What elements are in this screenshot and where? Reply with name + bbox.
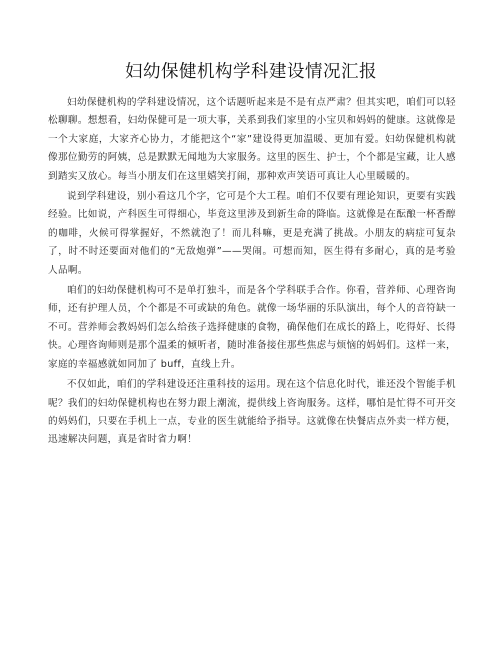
paragraph-2: 说到学科建设，别小看这几个字，它可是个大工程。咱们不仅要有理论知识，更要有实践经验。比如说，产科医生可得细心，毕竟这里涉及到新生命的降临。这就像是在酝酿一杯香醇的咖啡，火候可得掌握好，不然就泡了！而儿科嘛，更是充满了挑战。小朋友的病症可复杂了，时不时还要面对他们的“无敌炮弹”——哭闹。可想而知，医生得有多耐心，真的是考验人品啊。 xyxy=(48,191,456,276)
paragraph-1: 妇幼保健机构的学科建设情况，这个话题听起来是不是有点严肃？但其实吧，咱们可以轻松聊聊。想想看，妇幼保健可是一项大事，关系到我们家里的小宝贝和妈妈的健康。这就像是一个大家庭，大家齐心协力，才能把这个“家”建设得更加温暖、更加有爱。妇幼保健机构就像那位勤劳的阿姨，总是默默无闻地为大家服务。这里的医生、护士，个个都是宝藏，让人感到踏实又放心。每当小朋友们在这里嬉笑打闹，那种欢声笑语可真让人心里暖暖的。 xyxy=(48,97,456,182)
paragraph-3: 咱们的妇幼保健机构可不是单打独斗，而是各个学科联手合作。你看，营养师、心理咨询师，还有护理人员，个个都是不可或缺的角色。就像一场华丽的乐队演出，每个人的音符缺一不可。营养师会教妈妈们怎么给孩子选择健康的食物，确保他们在成长的路上，吃得好、长得快。心理咨询师则是那个温柔的倾听者，随时准备接住那些焦虑与烦恼的妈妈们。这样一来，家庭的幸福感就如同加了 buff，直线上升。 xyxy=(48,285,456,370)
document-body xyxy=(48,94,456,452)
document-title: 妇幼保健机构学科建设情况汇报 xyxy=(125,62,377,82)
paragraph-4: 不仅如此，咱们的学科建设还注重科技的运用。现在这个信息化时代，谁还没个智能手机呢？我们的妇幼保健机构也在努力跟上潮流，提供线上咨询服务。这样，哪怕是忙得不可开交的妈妈们，只要在手机上一点，专业的医生就能给予指导。这就像在快餐店点外卖一样方便，迅速解决问题，真是省时省力啊！ xyxy=(48,379,456,446)
